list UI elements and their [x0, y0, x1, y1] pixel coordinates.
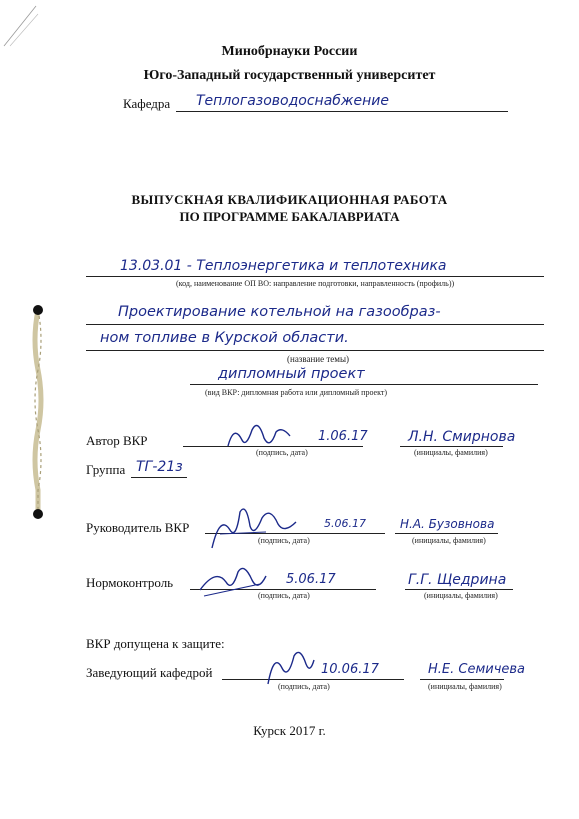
kind-caption: (вид ВКР: дипломная работа или дипломный проект)	[205, 388, 388, 397]
head-name-line	[420, 679, 504, 680]
head-name-caption: (инициалы, фамилия)	[428, 682, 502, 691]
supervisor-sign-caption: (подпись, дата)	[258, 536, 310, 545]
normcontrol-name-caption: (инициалы, фамилия)	[424, 591, 498, 600]
topic-caption: (название темы)	[287, 354, 350, 364]
title-line2: ПО ПРОГРАММЕ БАКАЛАВРИАТА	[179, 209, 400, 224]
supervisor-date: 5.06.17	[324, 517, 366, 530]
group-value: ТГ-21з	[136, 459, 183, 475]
author-name: Л.Н. Смирнова	[408, 429, 516, 445]
supervisor-label: Руководитель ВКР	[86, 520, 190, 535]
kind-value: дипломный проект	[218, 366, 365, 382]
kind-line	[190, 384, 538, 385]
university-name: Юго-Западный государственный университет	[143, 68, 436, 83]
admission-text: ВКР допущена к защите:	[86, 636, 225, 651]
program-line	[86, 276, 544, 277]
topic-line2	[86, 350, 544, 351]
normcontrol-date: 5.06.17	[286, 572, 336, 587]
group-line	[131, 477, 187, 478]
department-value: Теплогазоводоснабжение	[196, 93, 389, 109]
corner-mark	[0, 0, 40, 50]
head-name: Н.Е. Семичева	[428, 662, 526, 677]
binding-string	[28, 300, 48, 525]
topic-value-line2: ном топливе в Курской области.	[100, 330, 349, 346]
head-label: Заведующий кафедрой	[86, 665, 213, 680]
group-label: Группа	[86, 462, 126, 477]
normcontrol-name-line	[405, 589, 513, 590]
head-sign-caption: (подпись, дата)	[278, 682, 330, 691]
footer-city-year: Курск 2017 г.	[253, 723, 326, 738]
title-line1: ВЫПУСКНАЯ КВАЛИФИКАЦИОННАЯ РАБОТА	[131, 192, 448, 207]
normcontrol-sign-caption: (подпись, дата)	[258, 591, 310, 600]
program-value: 13.03.01 - Теплоэнергетика и теплотехника	[120, 258, 447, 274]
topic-value-line1: Проектирование котельной на газообраз-	[118, 304, 441, 320]
ministry-name: Минобрнауки России	[221, 44, 358, 59]
program-caption: (код, наименование ОП ВО: направление подготовки, направленность (профиль))	[176, 279, 455, 288]
author-label: Автор ВКР	[86, 433, 148, 448]
department-line	[176, 111, 508, 112]
author-name-caption: (инициалы, фамилия)	[414, 448, 488, 457]
author-sign-caption: (подпись, дата)	[256, 448, 308, 457]
topic-line1	[86, 324, 544, 325]
head-date: 10.06.17	[321, 662, 379, 677]
supervisor-signature	[206, 504, 326, 554]
normcontrol-label: Нормоконтроль	[86, 575, 174, 590]
author-date: 1.06.17	[318, 429, 368, 444]
department-label: Кафедра	[123, 96, 171, 111]
supervisor-name-caption: (инициалы, фамилия)	[412, 536, 486, 545]
author-name-line	[400, 446, 503, 447]
normcontrol-name: Г.Г. Щедрина	[408, 572, 507, 588]
supervisor-name: Н.А. Бузовнова	[400, 517, 495, 531]
supervisor-name-line	[395, 533, 498, 534]
